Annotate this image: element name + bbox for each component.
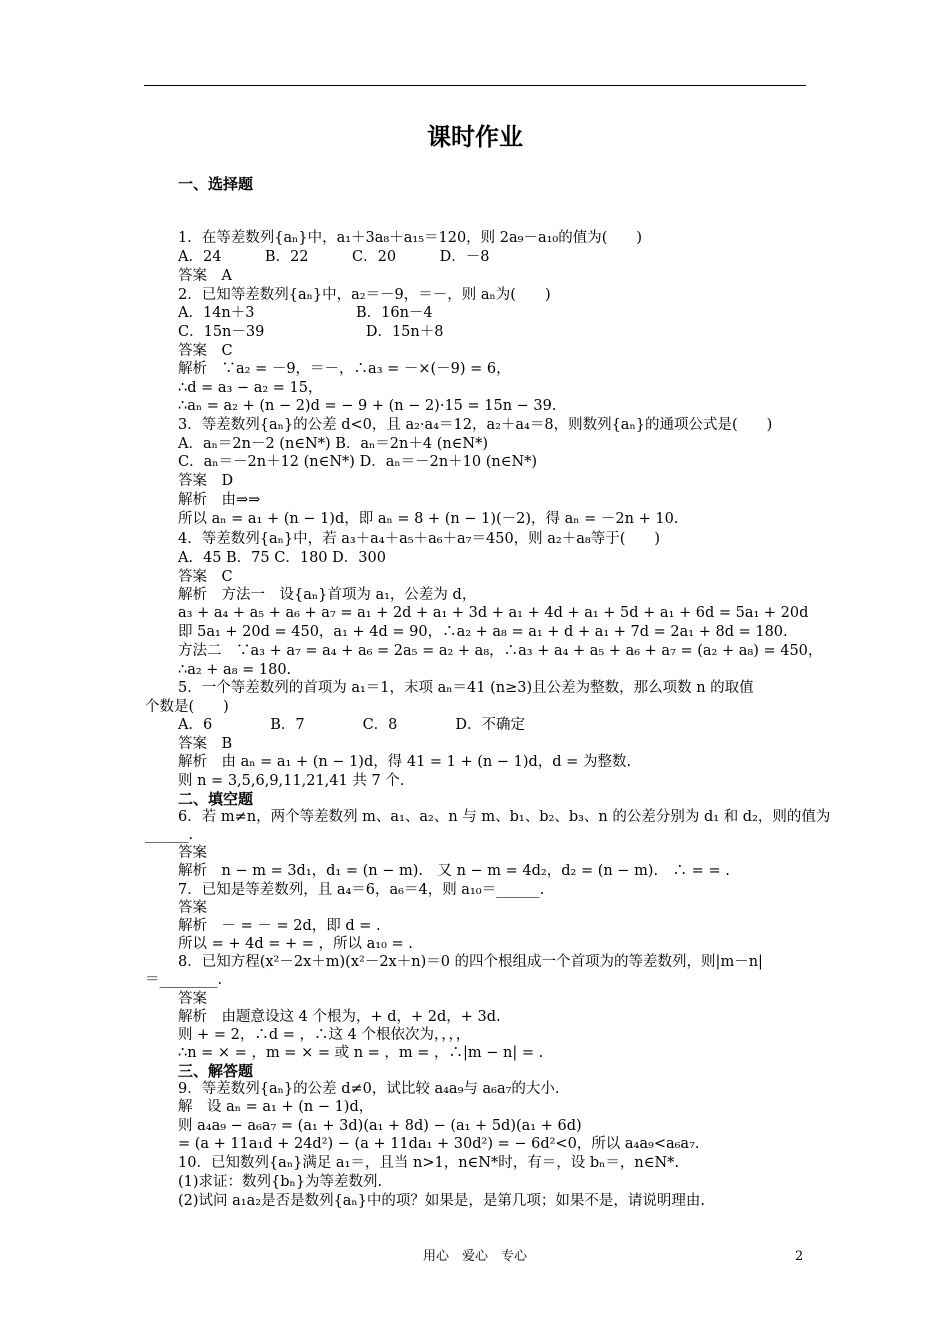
q4-analysis-3: 即 5a₁ + 20d = 450，a₁ + 4d = 90，∴a₂ + a₈ = a₁ + d + a₁ + 7d = 2a₁ + 8d = 180. (178, 624, 788, 640)
q3-options-cd: C．aₙ＝－2n＋12 (n∈N*) D．aₙ＝－2n＋10 (n∈N*) (178, 454, 538, 470)
section-heading-solve: 三、解答题 (178, 1062, 254, 1080)
question-9: 9．等差数列{aₙ}的公差 d≠0，试比较 a₄a₉与 a₆a₇的大小. (178, 1081, 560, 1097)
q3-options-ab: A．aₙ＝2n－2 (n∈N*) B．aₙ＝2n＋4 (n∈N*) (178, 436, 489, 452)
q2-answer: 答案 C (178, 343, 233, 359)
q9-solution-1: 解 设 aₙ = a₁ + (n − 1)d， (178, 1099, 374, 1115)
q10-part-1: (1)求证：数列{bₙ}为等差数列. (178, 1174, 383, 1190)
q9-solution-2: 则 a₄a₉ − a₆a₇ = (a₁ + 3d)(a₁ + 8d) − (a₁ + 5d)(a₁ + 6d) (178, 1118, 582, 1134)
q2-options-cd: C．15n－39 D．15n＋8 (178, 324, 444, 340)
q4-analysis-1: 解析 方法一 设{aₙ}首项为 a₁，公差为 d， (178, 587, 477, 603)
q7-analysis-2: 所以 = + 4d = + = ，所以 a₁₀ = . (178, 936, 413, 952)
question-6-cont: ______. (145, 827, 194, 843)
header-rule (144, 85, 806, 86)
question-6: 6．若 m≠n，两个等差数列 m、a₁、a₂、n 与 m、b₁、b₂、b₃、n 的公差分别为 d₁ 和 d₂，则的值为 (178, 809, 831, 825)
q4-analysis-5: ∴a₂ + a₈ = 180. (178, 662, 292, 678)
question-8: 8．已知方程(x²－2x＋m)(x²－2x＋n)＝0 的四个根组成一个首项为的等差数列，则|m－n| (178, 954, 763, 970)
q5-options: A．6 B．7 C．8 D．不确定 (178, 717, 526, 733)
q7-analysis-1: 解析 － = － = 2d，即 d = . (178, 918, 381, 934)
q2-analysis-3: ∴aₙ = a₂ + (n − 2)d = − 9 + (n − 2)·15 = 15n − 39. (178, 398, 557, 414)
q1-options: A．24 B．22 C．20 D．－8 (178, 249, 490, 265)
q9-solution-3: = (a + 11a₁d + 24d²) − (a + 11da₁ + 30d²) = − 6d²<0，所以 a₄a₉<a₆a₇. (178, 1136, 700, 1152)
section-heading-fill: 二、填空题 (178, 790, 254, 808)
question-2: 2．已知等差数列{aₙ}中，a₂＝－9，＝－，则 aₙ为( ) (178, 287, 551, 303)
q2-analysis-2: ∴d = a₃ − a₂ = 15， (178, 380, 323, 396)
q8-analysis-3: ∴n = × = ，m = × = 或 n = ，m = ，∴|m − n| = . (178, 1045, 544, 1061)
q3-answer: 答案 D (178, 473, 234, 489)
page-number: 2 (795, 1249, 804, 1264)
page-title: 课时作业 (427, 123, 523, 151)
q5-analysis-1: 解析 由 aₙ = a₁ + (n − 1)d，得 41 = 1 + (n − 1)d，d = 为整数. (178, 754, 632, 770)
q4-analysis-2: a₃ + a₄ + a₅ + a₆ + a₇ = a₁ + 2d + a₁ + 3d + a₁ + 4d + a₁ + 5d + a₁ + 6d = 5a₁ + 20d (178, 605, 809, 621)
question-5-cont: 个数是( ) (145, 699, 229, 715)
page-footer: 用心 爱心 专心 (422, 1249, 527, 1264)
section-heading-choice: 一、选择题 (178, 175, 254, 193)
q5-analysis-2: 则 n = 3,5,6,9,11,21,41 共 7 个. (178, 773, 405, 789)
q2-options-ab: A．14n＋3 B．16n－4 (178, 305, 433, 321)
q1-answer: 答案 A (178, 268, 232, 284)
q4-options: A．45 B．75 C．180 D．300 (178, 550, 386, 566)
q3-analysis-2: 所以 aₙ = a₁ + (n − 1)d，即 aₙ = 8 + (n − 1)(－2)，得 aₙ = －2n + 10. (178, 511, 679, 527)
question-4: 4．等差数列{aₙ}中，若 a₃＋a₄＋a₅＋a₆＋a₇＝450，则 a₂＋a₈等于( ) (178, 531, 661, 547)
q8-analysis-2: 则 + = 2，∴d = ，∴这 4 个根依次为，，，， (178, 1027, 471, 1043)
q8-answer: 答案 (178, 991, 207, 1007)
q4-answer: 答案 C (178, 569, 233, 585)
question-5: 5．一个等差数列的首项为 a₁＝1，末项 aₙ＝41 (n≥3)且公差为整数，那么项数 n 的取值 (178, 680, 754, 696)
question-10: 10．已知数列{aₙ}满足 a₁＝，且当 n>1，n∈N*时，有＝，设 bₙ＝，n∈N*. (178, 1155, 679, 1171)
q10-part-2: (2)试问 a₁a₂是否是数列{aₙ}中的项？如果是，是第几项；如果不是，请说明理由. (178, 1193, 706, 1209)
q7-answer: 答案 (178, 900, 207, 916)
question-8-cont: ＝________. (145, 972, 223, 988)
q6-analysis: 解析 n − m = 3d₁，d₁ = (n − m). 又 n − m = 4d₂，d₂ = (n − m). ∴ = = . (178, 863, 730, 879)
q8-analysis-1: 解析 由题意设这 4 个根为，+ d，+ 2d，+ 3d. (178, 1009, 501, 1025)
q6-answer: 答案 (178, 845, 207, 861)
q3-analysis-1: 解析 由⇒⇒ (178, 492, 261, 508)
question-7: 7．已知是等差数列，且 a₄＝6，a₆＝4，则 a₁₀＝______. (178, 882, 545, 898)
question-1: 1．在等差数列{aₙ}中，a₁＋3a₈＋a₁₅＝120，则 2a₉－a₁₀的值为( ) (178, 230, 643, 246)
q4-analysis-4: 方法二 ∵a₃ + a₇ = a₄ + a₆ = 2a₅ = a₂ + a₈，∴a₃ + a₄ + a₅ + a₆ + a₇ = (a₂ + a₈) = 450， (178, 643, 823, 659)
q5-answer: 答案 B (178, 736, 233, 752)
question-3: 3．等差数列{aₙ}的公差 d<0，且 a₂·a₄＝12，a₂＋a₄＝8，则数列{aₙ}的通项公式是( ) (178, 417, 773, 433)
q2-analysis-1: 解析 ∵a₂ = －9，＝－，∴a₃ = －×(－9) = 6， (178, 361, 511, 377)
